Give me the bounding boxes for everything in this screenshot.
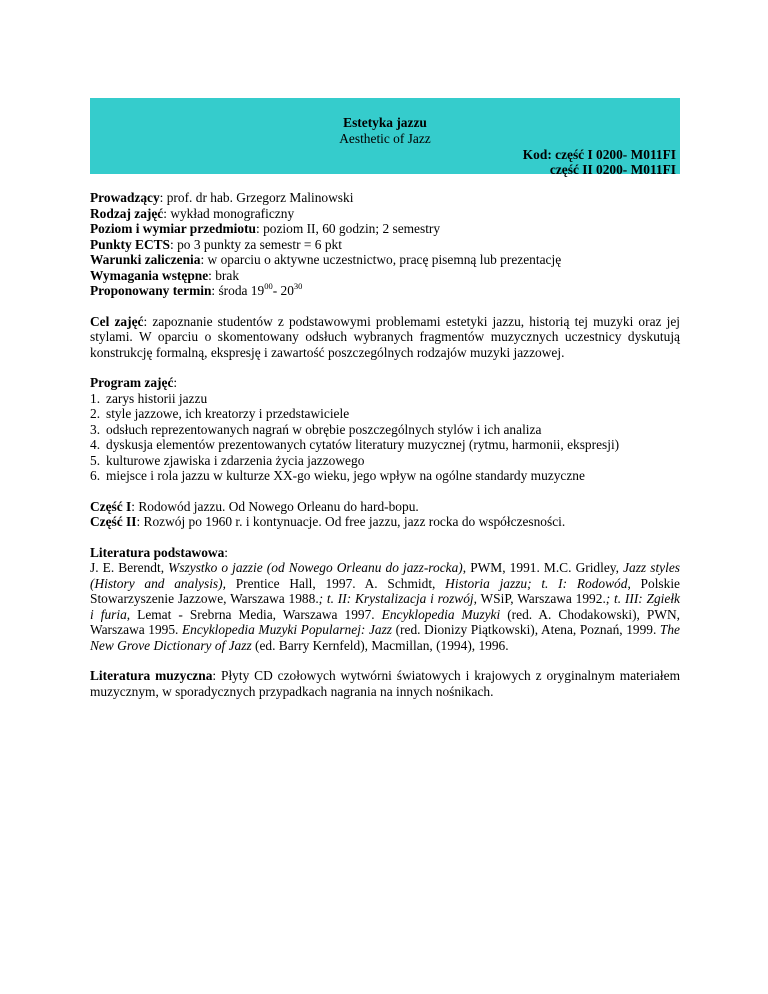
goal-label: Cel zajęć: [90, 313, 144, 329]
program-item-text: zarys historii jazzu: [106, 390, 208, 406]
credit-row: [90, 252, 680, 268]
music-literature-text: : Płyty CD czołowych wytwórni światowych i krajowych z oryginalnym materiałem muzycznym, w sporadycznych przypadkach nagrania na innych nośnikach.: [90, 668, 680, 699]
lecturer-value: : prof. dr hab. Grzegorz Malinowski: [159, 190, 354, 205]
term-row: [90, 283, 680, 299]
literature-text: , PWM, 1991. M.C. Gridley,: [462, 560, 624, 575]
class-type-row: [90, 206, 680, 222]
part1-text: : Rodowód jazzu. Od Nowego Orleanu do hard-bopu.: [131, 498, 419, 514]
program-item-text: dyskusja elementów prezentowanych cytatów literatury muzycznej (rytmu, harmonii, ekspresji): [106, 437, 620, 452]
term-mid: - 20: [272, 283, 294, 298]
requirements-label: Wymagania wstępne: [90, 267, 209, 283]
literature-book-title: ; t. III: Zgiełk i furia: [90, 591, 680, 622]
program-item: [90, 437, 680, 453]
program-item-number: 5.: [90, 452, 101, 468]
program-item-text: odsłuch reprezentowanych nagrań w obrębie poszczególnych stylów i ich analiza: [106, 421, 542, 437]
literature-text: , WSiP, Warszawa 1992.: [473, 591, 606, 606]
program-item-text: style jazzowe, ich kreatorzy i przedstawiciele: [106, 406, 350, 421]
literature-text: (red. A. Chodakowski), PWN, Warszawa 1995.: [90, 606, 680, 637]
lecturer-label: Prowadzący: [90, 190, 160, 205]
music-literature-paragraph: [90, 668, 680, 699]
part1-row: [90, 499, 680, 515]
literature-text: (ed. Barry Kernfeld), Macmillan, (1994), 1996.: [251, 637, 509, 653]
course-subtitle: Aesthetic of Jazz: [339, 131, 431, 146]
course-content: [90, 190, 680, 699]
literature-book-title: Historia jazzu; t. I: Rodowód: [445, 575, 628, 591]
lecturer-row: [90, 190, 680, 206]
credit-label: Warunki zaliczenia: [90, 252, 201, 267]
program-item: [90, 468, 680, 484]
requirements-row: [90, 268, 680, 284]
program-item: [90, 422, 680, 438]
part2-row: [90, 514, 680, 530]
requirements-value: : brak: [208, 267, 240, 283]
literature-colon: :: [224, 544, 229, 560]
literature-book-title: Jazz styles (History and analysis),: [90, 560, 680, 591]
class-type-value: : wykład monograficzny: [163, 205, 295, 221]
course-header: [90, 98, 680, 177]
term-start-minutes: 00: [264, 281, 273, 291]
program-item-number: 4.: [90, 437, 101, 452]
part2-label: Część II: [90, 514, 137, 529]
program-item-text: kulturowe zjawiska i zdarzenia życia jazzowego: [106, 452, 365, 468]
program-item-number: 2.: [90, 406, 101, 421]
part2-text: : Rozwój po 1960 r. i kontynuacje. Od free jazzu, jazz rocka do współczesności.: [136, 514, 566, 529]
literature-book-title: ; t. II: Krystalizacja i rozwój: [318, 591, 474, 606]
program-item-number: 3.: [90, 421, 101, 437]
ects-row: [90, 237, 680, 253]
goal-paragraph: [90, 314, 680, 361]
term-label: Proponowany termin: [90, 283, 212, 298]
literature-heading: [90, 545, 680, 561]
literature-paragraph: [90, 560, 680, 653]
credit-value: : w oparciu o aktywne uczestnictwo, pracę pisemną lub prezentację: [200, 252, 562, 267]
literature-book-title: Wszystko o jazzie (od Nowego Orleanu do jazz-rocka): [168, 560, 463, 575]
literature-book-title: The New Grove Dictionary of Jazz: [90, 622, 680, 653]
program-item: [90, 406, 680, 422]
program-item: [90, 453, 680, 469]
program-heading: [90, 375, 680, 391]
literature-text: , Polskie Stowarzyszenie Jazzowe, Warszawa 1988.: [90, 575, 680, 606]
program-colon: :: [173, 375, 178, 390]
class-type-label: Rodzaj zajęć: [90, 205, 164, 221]
program-item-text: miejsce i rola jazzu w kulturze XX-go wieku, jego wpływ na ogólne standardy muzyczne: [106, 468, 585, 483]
music-literature-label: Literatura muzyczna: [90, 668, 213, 683]
ects-label: Punkty ECTS: [90, 236, 171, 252]
term-end-minutes: 30: [293, 281, 303, 291]
literature-text: J. E. Berendt,: [90, 560, 169, 575]
literature-text: , Lemat - Srebrna Media, Warszawa 1997.: [126, 606, 382, 622]
literature-text: Prentice Hall, 1997. A. Schmidt,: [225, 575, 446, 591]
course-title: Estetyka jazzu: [343, 115, 427, 130]
goal-text: : zapoznanie studentów z podstawowymi problemami estetyki jazzu, historią tej muzyki oraz jej stylami. W oparciu o skomentowany odsłuch wybranych fragmentów muzycznych uczestnicy dyskutują konstrukcję formalną, ekspresję i zawartość poszczególnych rodzajów muzyki jazzowej.: [90, 313, 680, 360]
program-item-number: 1.: [90, 390, 101, 406]
level-row: [90, 221, 680, 237]
program-item: [90, 391, 680, 407]
term-day: : środa 19: [211, 283, 265, 298]
literature-book-title: Encyklopedia Muzyki: [381, 606, 501, 622]
literature-book-title: Encyklopedia Muzyki Popularnej: Jazz: [181, 622, 393, 637]
program-item-number: 6.: [90, 468, 101, 483]
course-code-part2: część II 0200- M011FI: [549, 162, 676, 177]
literature-text: (red. Dionizy Piątkowski), Atena, Poznań, 1999.: [392, 622, 660, 637]
part1-label: Część I: [90, 498, 132, 514]
literature-label: Literatura podstawowa: [90, 544, 225, 560]
level-value: : poziom II, 60 godzin; 2 semestry: [256, 221, 441, 236]
course-code-part1: Kod: część I 0200- M011FI: [522, 147, 676, 162]
ects-value: : po 3 punkty za semestr = 6 pkt: [170, 236, 342, 252]
level-label: Poziom i wymiar przedmiotu: [90, 221, 256, 236]
program-label: Program zajęć: [90, 375, 174, 390]
